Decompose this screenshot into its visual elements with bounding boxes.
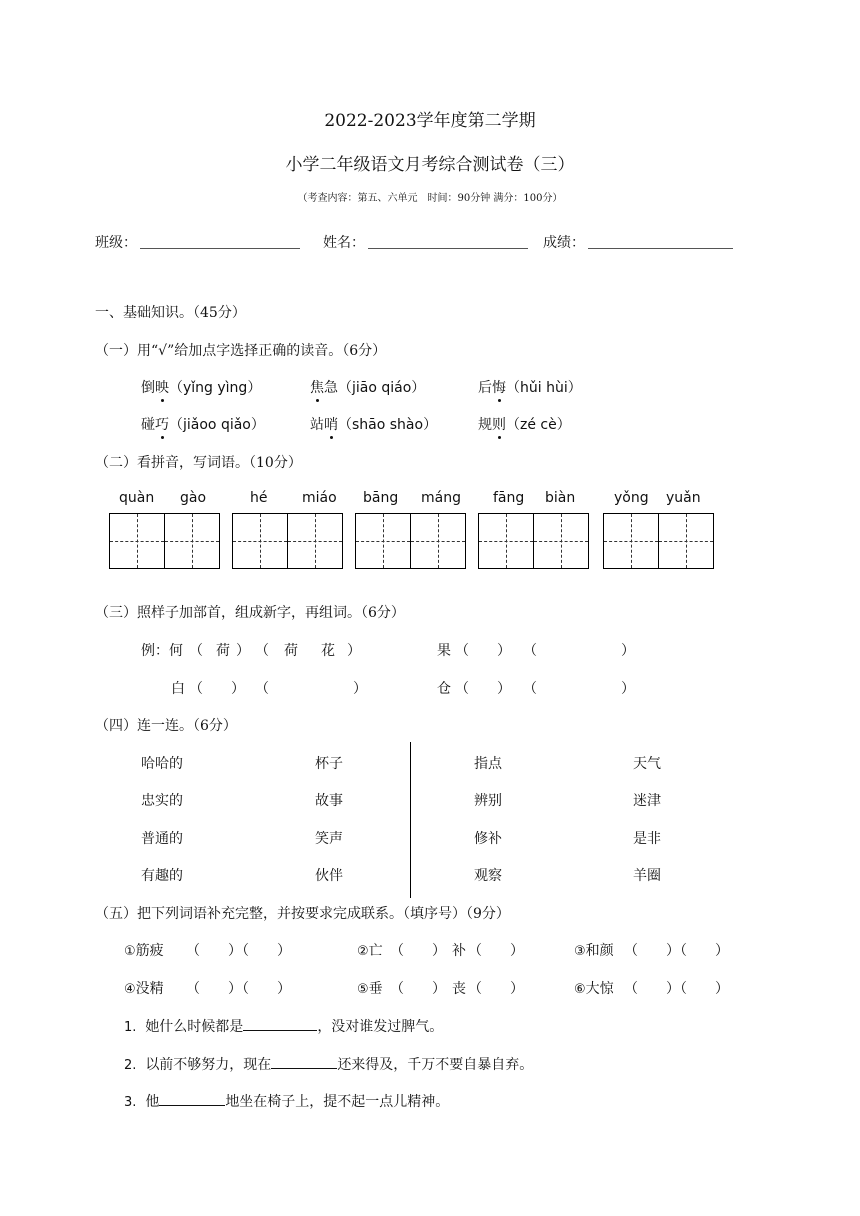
tianzige-cell[interactable] (658, 513, 714, 569)
idiom-blank[interactable]: （ ） (468, 943, 524, 959)
idiom-text: 筋疲 (135, 943, 164, 959)
idiom-number: ④ (124, 982, 136, 997)
idiom-item (574, 940, 614, 960)
q1-item-pinyin: （hǔi hùi） (506, 380, 582, 396)
q1-item-pinyin: （yǐng yìng） (169, 380, 262, 396)
q1-item-dotted-char: 悔 (492, 377, 506, 397)
q3-example-char: 荷 (216, 643, 230, 659)
page-title: 小学二年级语文月考综合测试卷（三） (285, 155, 575, 175)
q3-word-blank[interactable]: （ ） (255, 681, 367, 697)
q1-item-pinyin: （jiāo qiáo） (338, 380, 426, 396)
q3-char: 白 (171, 681, 185, 697)
idiom-number: ② (357, 944, 369, 959)
q1-item[interactable] (141, 377, 261, 397)
tianzige-cell[interactable] (603, 513, 659, 569)
q5-title: （五）把下列词语补充完整，并按要求完成联系。（填序号）（9分） (95, 906, 510, 922)
pinyin-label: máng (421, 490, 461, 506)
tianzige-cell[interactable] (355, 513, 411, 569)
match-right-item[interactable]: 是非 (633, 831, 661, 847)
idiom-item (574, 978, 614, 998)
sentence-text: 她什么时候都是 (145, 1019, 244, 1035)
match-left-item[interactable]: 观察 (474, 868, 502, 884)
idiom-blank[interactable]: （ ）（ ） (624, 943, 729, 959)
section-title: 一、基础知识。（45分） (95, 305, 246, 321)
q1-item-char: 急 (324, 380, 338, 396)
q1-item-pinyin: （jiǎoo qiǎo） (169, 417, 265, 433)
match-right-item[interactable]: 天气 (633, 756, 661, 772)
pinyin-label: gào (180, 490, 207, 506)
q1-item[interactable] (310, 377, 425, 397)
sentence-blank[interactable] (243, 1016, 317, 1031)
idiom-text: 没精 (135, 981, 164, 997)
exam-subtitle: （考查内容：第五、六单元 时间：90分钟 满分：100分） (297, 193, 563, 204)
q3-word-blank[interactable]: （ ） (523, 643, 635, 659)
pinyin-label: yǒng (614, 490, 649, 506)
idiom-blank[interactable]: （ ）（ ） (624, 981, 729, 997)
q3-example-word: 荷 (284, 643, 298, 659)
sentence-number: 3. (124, 1095, 137, 1110)
tianzige-cell[interactable] (164, 513, 220, 569)
match-left-item[interactable]: 指点 (474, 756, 502, 772)
sentence-text: 他 (145, 1094, 160, 1110)
pinyin-label: fāng (493, 490, 525, 506)
paren-open: （ (255, 643, 269, 659)
q3-char: 果 (437, 643, 451, 659)
idiom-mid-char: 补 (452, 943, 466, 959)
match-left-item[interactable]: 辨别 (474, 793, 502, 809)
q1-item[interactable] (478, 377, 582, 397)
q1-item-char: 站 (310, 417, 324, 433)
q1-item-dotted-char: 巧 (155, 414, 169, 434)
sentence-blank[interactable] (159, 1091, 225, 1106)
q3-title: （三）照样子加部首，组成新字，再组词。（6分） (95, 605, 405, 621)
idiom-blank[interactable]: （ ） (468, 981, 524, 997)
pinyin-label: miáo (302, 490, 337, 506)
tianzige-box-group (603, 513, 714, 569)
tianzige-box-group (109, 513, 220, 569)
q1-item-char: 规 (478, 417, 492, 433)
name-label: 姓名： (323, 235, 365, 251)
q3-example-word: 花 (321, 643, 335, 659)
year-line: 2022-2023学年度第二学期 (324, 111, 536, 131)
q3-example-label: 例：何 (141, 643, 183, 659)
idiom-blank[interactable]: （ ） (390, 981, 446, 997)
q1-item-dotted-char: 哨 (324, 414, 338, 434)
tianzige-box-group (232, 513, 343, 569)
tianzige-box-group (478, 513, 589, 569)
sentence-number: 2. (124, 1058, 137, 1073)
match-left-item[interactable]: 修补 (474, 831, 502, 847)
sentence-text: ，没对谁发过脾气。 (317, 1019, 444, 1035)
q1-item-dotted-char: 焦 (310, 377, 324, 397)
match-left-item[interactable]: 哈哈的 (141, 756, 183, 772)
match-right-item[interactable]: 羊圈 (633, 868, 661, 884)
q3-word-blank[interactable]: （ ） (523, 681, 635, 697)
score-field[interactable] (588, 248, 733, 249)
match-right-item[interactable]: 杯子 (315, 756, 343, 772)
match-left-item[interactable]: 忠实的 (141, 793, 183, 809)
idiom-blank[interactable]: （ ）（ ） (186, 981, 291, 997)
name-field[interactable] (368, 248, 528, 249)
q2-title: （二）看拼音，写词语。（10分） (95, 455, 302, 471)
pinyin-label: hé (250, 490, 268, 506)
idiom-text: 垂 (368, 981, 383, 997)
pinyin-label: biàn (545, 490, 576, 506)
q1-item[interactable] (478, 414, 571, 434)
q3-char: 仓 (437, 681, 451, 697)
class-label: 班级： (95, 235, 137, 251)
divider-line (410, 742, 411, 898)
tianzige-cell[interactable] (533, 513, 589, 569)
idiom-item (124, 978, 164, 998)
q1-item[interactable] (141, 414, 265, 434)
idiom-number: ⑥ (574, 982, 586, 997)
match-right-item[interactable]: 故事 (315, 793, 343, 809)
sentence-item (124, 1091, 449, 1111)
idiom-item (124, 940, 164, 960)
idiom-item (357, 978, 383, 998)
pinyin-label: quàn (119, 490, 155, 506)
q1-item-pinyin: （zé cè） (506, 417, 571, 433)
tianzige-cell[interactable] (478, 513, 534, 569)
score-label: 成绩： (543, 235, 585, 251)
q1-item[interactable] (310, 414, 437, 434)
q1-title: （一）用“√”给加点字选择正确的读音。（6分） (95, 343, 387, 359)
sentence-number: 1. (124, 1020, 137, 1035)
paren-close: ） (347, 643, 361, 659)
paren-open: （ (189, 643, 203, 659)
sentence-text: 还来得及，千万不要自暴自弃。 (337, 1057, 534, 1073)
match-right-item[interactable]: 笑声 (315, 831, 343, 847)
q3-radical-blank[interactable]: （ ） (455, 643, 511, 659)
idiom-number: ① (124, 944, 136, 959)
q4-title: （四）连一连。（6分） (95, 718, 237, 734)
idiom-blank[interactable]: （ ）（ ） (186, 943, 291, 959)
q1-item-dotted-char: 映 (155, 377, 169, 397)
sentence-item (124, 1054, 533, 1074)
q1-item-char: 碰 (141, 417, 155, 433)
idiom-mid-char: 丧 (452, 981, 466, 997)
idiom-number: ⑤ (357, 982, 369, 997)
sentence-text: 以前不够努力，现在 (145, 1057, 272, 1073)
sentence-item (124, 1016, 443, 1036)
tianzige-cell[interactable] (232, 513, 288, 569)
tianzige-cell[interactable] (109, 513, 165, 569)
sentence-text: 地坐在椅子上，提不起一点儿精神。 (225, 1094, 450, 1110)
idiom-text: 亡 (368, 943, 383, 959)
q3-radical-blank[interactable]: （ ） (189, 681, 245, 697)
tianzige-cell[interactable] (410, 513, 466, 569)
pinyin-label: bāng (363, 490, 399, 506)
tianzige-cell[interactable] (287, 513, 343, 569)
idiom-item (357, 940, 383, 960)
q1-item-dotted-char: 则 (492, 414, 506, 434)
q3-radical-blank[interactable]: （ ） (455, 681, 511, 697)
q1-item-pinyin: （shāo shào） (338, 417, 438, 433)
idiom-text: 和颜 (585, 943, 614, 959)
match-left-item[interactable]: 普通的 (141, 831, 183, 847)
pinyin-label: yuǎn (666, 490, 701, 506)
match-right-item[interactable]: 迷津 (633, 793, 661, 809)
match-left-item[interactable]: 有趣的 (141, 868, 183, 884)
idiom-text: 大惊 (585, 981, 614, 997)
q1-item-char: 后 (478, 380, 492, 396)
paren-close: ） (236, 643, 250, 659)
sentence-blank[interactable] (271, 1054, 337, 1069)
tianzige-box-group (355, 513, 466, 569)
idiom-number: ③ (574, 944, 586, 959)
idiom-blank[interactable]: （ ） (390, 943, 446, 959)
class-field[interactable] (140, 248, 300, 249)
match-right-item[interactable]: 伙伴 (315, 868, 343, 884)
q1-item-char: 倒 (141, 380, 155, 396)
